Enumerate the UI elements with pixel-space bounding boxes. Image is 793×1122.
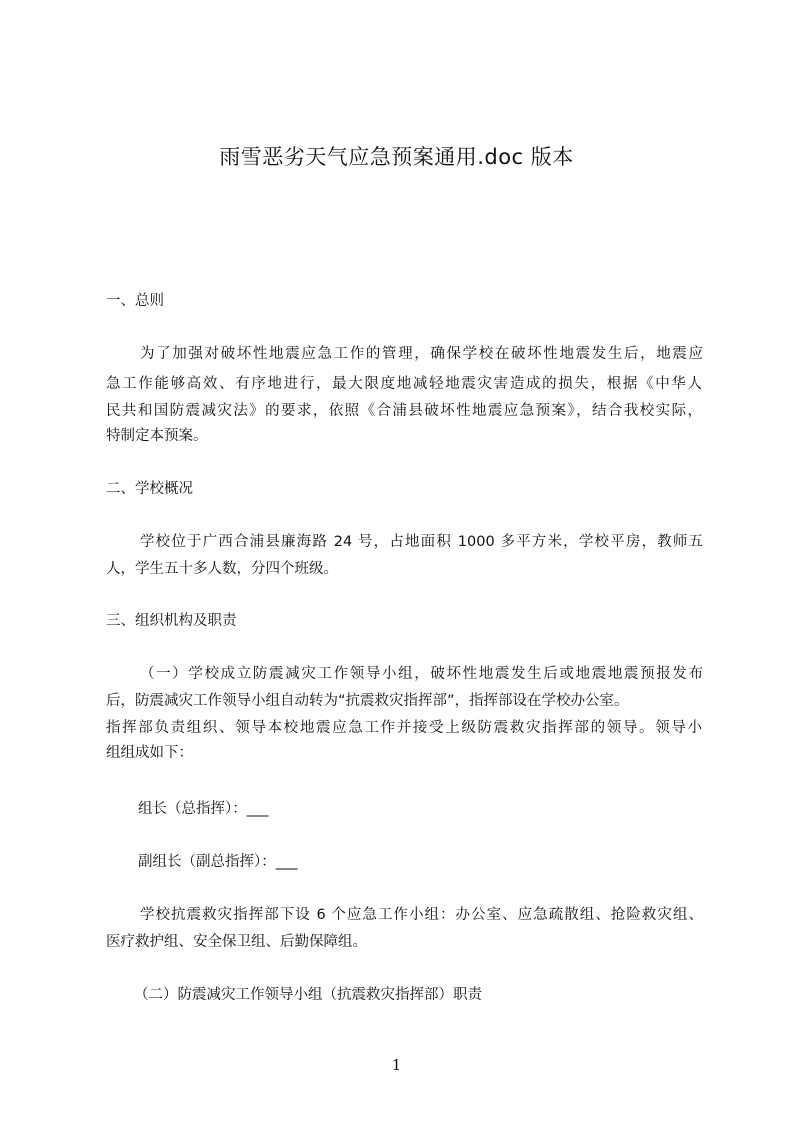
paragraph-line: 学校位于广西合浦县廉海路 24 号，占地面积 1000 多平方米，学校平房，教师五 bbox=[140, 534, 703, 550]
document-title: 雨雪恶劣天气应急预案通用.doc 版本 bbox=[219, 145, 574, 169]
section-heading-organization: 三、组织机构及职责 bbox=[106, 613, 237, 629]
section-heading-school-overview: 二、学校概况 bbox=[106, 481, 193, 497]
leader-line: 组长（总指挥）：___ bbox=[138, 801, 269, 817]
subsection-heading-duties: （二）防震减灾工作领导小组（抗震救灾指挥部）职责 bbox=[134, 987, 482, 1003]
paragraph-line: 民共和国防震减灾法》的要求，依照《合浦县破坏性地震应急预案》，结合我校实际， bbox=[106, 403, 702, 419]
vice-leader-line: 副组长（副总指挥）：___ bbox=[138, 854, 298, 870]
paragraph-line: 学校抗震救灾指挥部下设 6 个应急工作小组：办公室、应急疏散组、抢险救灾组、 bbox=[140, 907, 703, 923]
paragraph-line: 组组成如下： bbox=[106, 745, 193, 761]
paragraph-line: 医疗救护组、安全保卫组、后勤保障组。 bbox=[106, 934, 367, 950]
paragraph-line: 指挥部负责组织、领导本校地震应急工作并接受上级防震救灾指挥部的领导。领导小 bbox=[106, 720, 702, 736]
section-heading-general: 一、总则 bbox=[106, 293, 164, 309]
paragraph-line: 特制定本预案。 bbox=[106, 428, 208, 444]
paragraph-line: 急工作能够高效、有序地进行，最大限度地减轻地震灾害造成的损失，根据《中华人 bbox=[106, 376, 702, 392]
paragraph-line: （一）学校成立防震减灾工作领导小组，破坏性地震发生后或地震地震预报发布 bbox=[140, 666, 703, 682]
paragraph-line: 人，学生五十多人数，分四个班级。 bbox=[106, 561, 338, 577]
page-number: 1 bbox=[391, 1056, 402, 1074]
paragraph-line: 后，防震减灾工作领导小组自动转为“抗震救灾指挥部”，指挥部设在学校办公室。 bbox=[106, 693, 629, 709]
paragraph-line: 为了加强对破坏性地震应急工作的管理，确保学校在破坏性地震发生后，地震应 bbox=[140, 346, 703, 362]
